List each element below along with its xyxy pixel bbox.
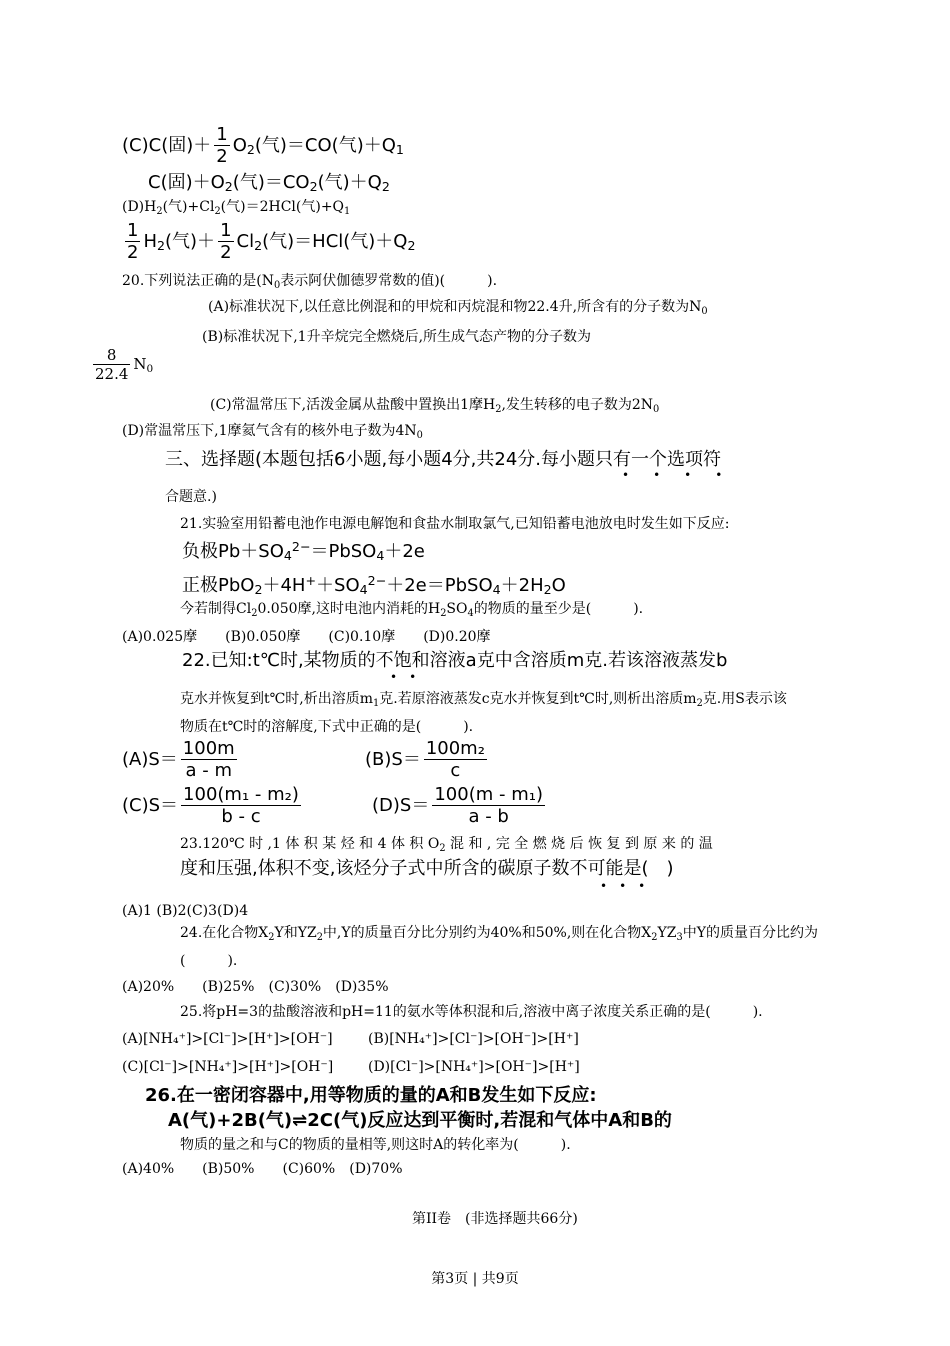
q25-option-c: (C)[Cl⁻]>[NH₄⁺]>[H⁺]>[OH⁻] (122, 1059, 334, 1075)
q26-line1: 26.在一密闭容器中,用等物质的量的A和B发生如下反应: (145, 1085, 597, 1106)
q26-line2: A(气)+2B(气)⇌2C(气)反应达到平衡时,若混和气体中A和B的 (168, 1110, 672, 1131)
section3-heading-cont: 合题意.) (165, 489, 217, 505)
q21-options: (A)0.025摩 (B)0.050摩 (C)0.10摩 (D)0.20摩 (122, 629, 491, 645)
q26-options: (A)40% (B)50% (C)60% (D)70% (122, 1161, 403, 1177)
emphasis-dots-3: • • • (600, 879, 646, 893)
eq-d-line1: $(D)H_2$(气)$+Cl_2$(气)＝2HCl(气)$+Q_1$ (122, 199, 351, 217)
q20-option-b-fraction: $\frac{8}{22.4}$ $N_0$ (95, 346, 154, 383)
q23-line1: 23.120℃ 时 ,1 体 积 某 烃 和 4 体 积 $O_2$ 混 和 , 完 全 燃 烧 后 恢 复 到 原 来 的 温 (180, 836, 713, 854)
q22-line3: 物质在t℃时的溶解度,下式中正确的是( ). (180, 719, 474, 735)
q20-option-d: (D)常温常压下,1摩氦气含有的核外电子数为$4N_0$ (122, 423, 423, 441)
q20-option-b: (B)标准状况下,1升辛烷完全燃烧后,所生成气态产物的分子数为 (202, 329, 592, 345)
q20-stem: 20.下列说法正确的是($N_0$表示阿伏伽德罗常数的值)( ). (122, 273, 498, 291)
q22-option-d: (D)S＝ $\frac{\text{100(m - m₁)}}{a - b}$ (372, 784, 543, 827)
section3-heading: 三、选择题(本题包括6小题,每小题4分,共24分.每小题只有一个选项符 (165, 449, 721, 470)
q22-line2: 克水并恢复到t℃时,析出溶质$m_1$克.若原溶液蒸发c克水并恢复到t℃时,则析出溶质$m_2$克.用S表示该 (180, 691, 787, 709)
q20-option-a: (A)标准状况下,以任意比例混和的甲烷和丙烷混和物22.4升,所含有的分子数为$N_0$ (208, 299, 708, 317)
q23-options: (A)1 (B)2(C)3(D)4 (122, 903, 249, 919)
eq-c-line2: C(固)$+O_2$(气)$=CO_2$(气)$+Q_2$ (148, 172, 390, 194)
part2-title: 第II卷 (非选择题共66分) (412, 1211, 578, 1227)
q22-option-c: (C)S＝ $\frac{\text{100(m₁ - m₂)}}{b - c}$ (122, 784, 299, 827)
q22-option-b: (B)S＝ $\frac{\text{100m₂}}{c}$ (365, 738, 485, 781)
q23-line2: 度和压强,体积不变,该烃分子式中所含的碳原子数不可能是( ) (180, 858, 674, 879)
q22-stem: 22.已知:t℃时,某物质的不饱和溶液a克中含溶质m克.若该溶液蒸发b (182, 650, 728, 671)
q22-option-a: (A)S＝ $\frac{100m}{a - m}$ (122, 738, 235, 781)
q25-option-a: (A)[NH₄⁺]>[Cl⁻]>[H⁺]>[OH⁻] (122, 1031, 333, 1047)
emphasis-dots-2: • • (390, 670, 417, 684)
q25-option-d: (D)[Cl⁻]>[NH₄⁺]>[OH⁻]>[H⁺] (368, 1059, 580, 1075)
q25-option-b: (B)[NH₄⁺]>[Cl⁻]>[OH⁻]>[H⁺] (368, 1031, 579, 1047)
q25-stem: 25.将pH=3的盐酸溶液和pH=11的氨水等体积混和后,溶液中离子浓度关系正确的是( ). (180, 1004, 763, 1020)
eq-d-line2: $\frac{1}{2}$ $H_2$(气)＋ $\frac{1}{2}$ $Cl_2$(气)＝HCl(气)$+Q_2$ (127, 220, 416, 263)
q21-positive-electrode: 正极$PbO_2+4H^++SO_4^{2-}+2e=PbSO_4+2H_2O$ (182, 573, 566, 597)
q20-option-c: (C)常温常压下,活泼金属从盐酸中置换出1摩$H_2$,发生转移的电子数为$2N_0$ (210, 397, 660, 415)
q24-options: (A)20% (B)25% (C)30% (D)35% (122, 979, 389, 995)
q21-stem: 21.实验室用铅蓄电池作电源电解饱和食盐水制取氯气,已知铅蓄电池放电时发生如下反应: (180, 516, 730, 532)
emphasis-dots-1: • • • • (622, 468, 723, 482)
eq-c-line1: (C)C(固)＋ $\frac{1}{2}$ $O_2$(气)＝CO(气)$+Q_1$ (122, 124, 404, 167)
q26-line3: 物质的量之和与C的物质的量相等,则这时A的转化率为( ). (180, 1137, 571, 1153)
q21-negative-electrode: 负极$Pb+SO_4^{2-}=PbSO_4+2e$ (182, 539, 425, 563)
q24-line2: ( ). (180, 953, 238, 969)
q21-question: 今若制得$Cl_20.050$摩,这时电池内消耗的$H_2SO_4$的物质的量至少是( ). (180, 601, 644, 619)
q24-line1: 24.在化合物$X_2Y$和$YZ_2$中,Y的质量百分比分别约为40%和50%,则在化合物$X_2YZ_3$中Y的质量百分比约为 (180, 925, 818, 943)
page-footer: 第3页 | 共9页 (431, 1271, 519, 1287)
